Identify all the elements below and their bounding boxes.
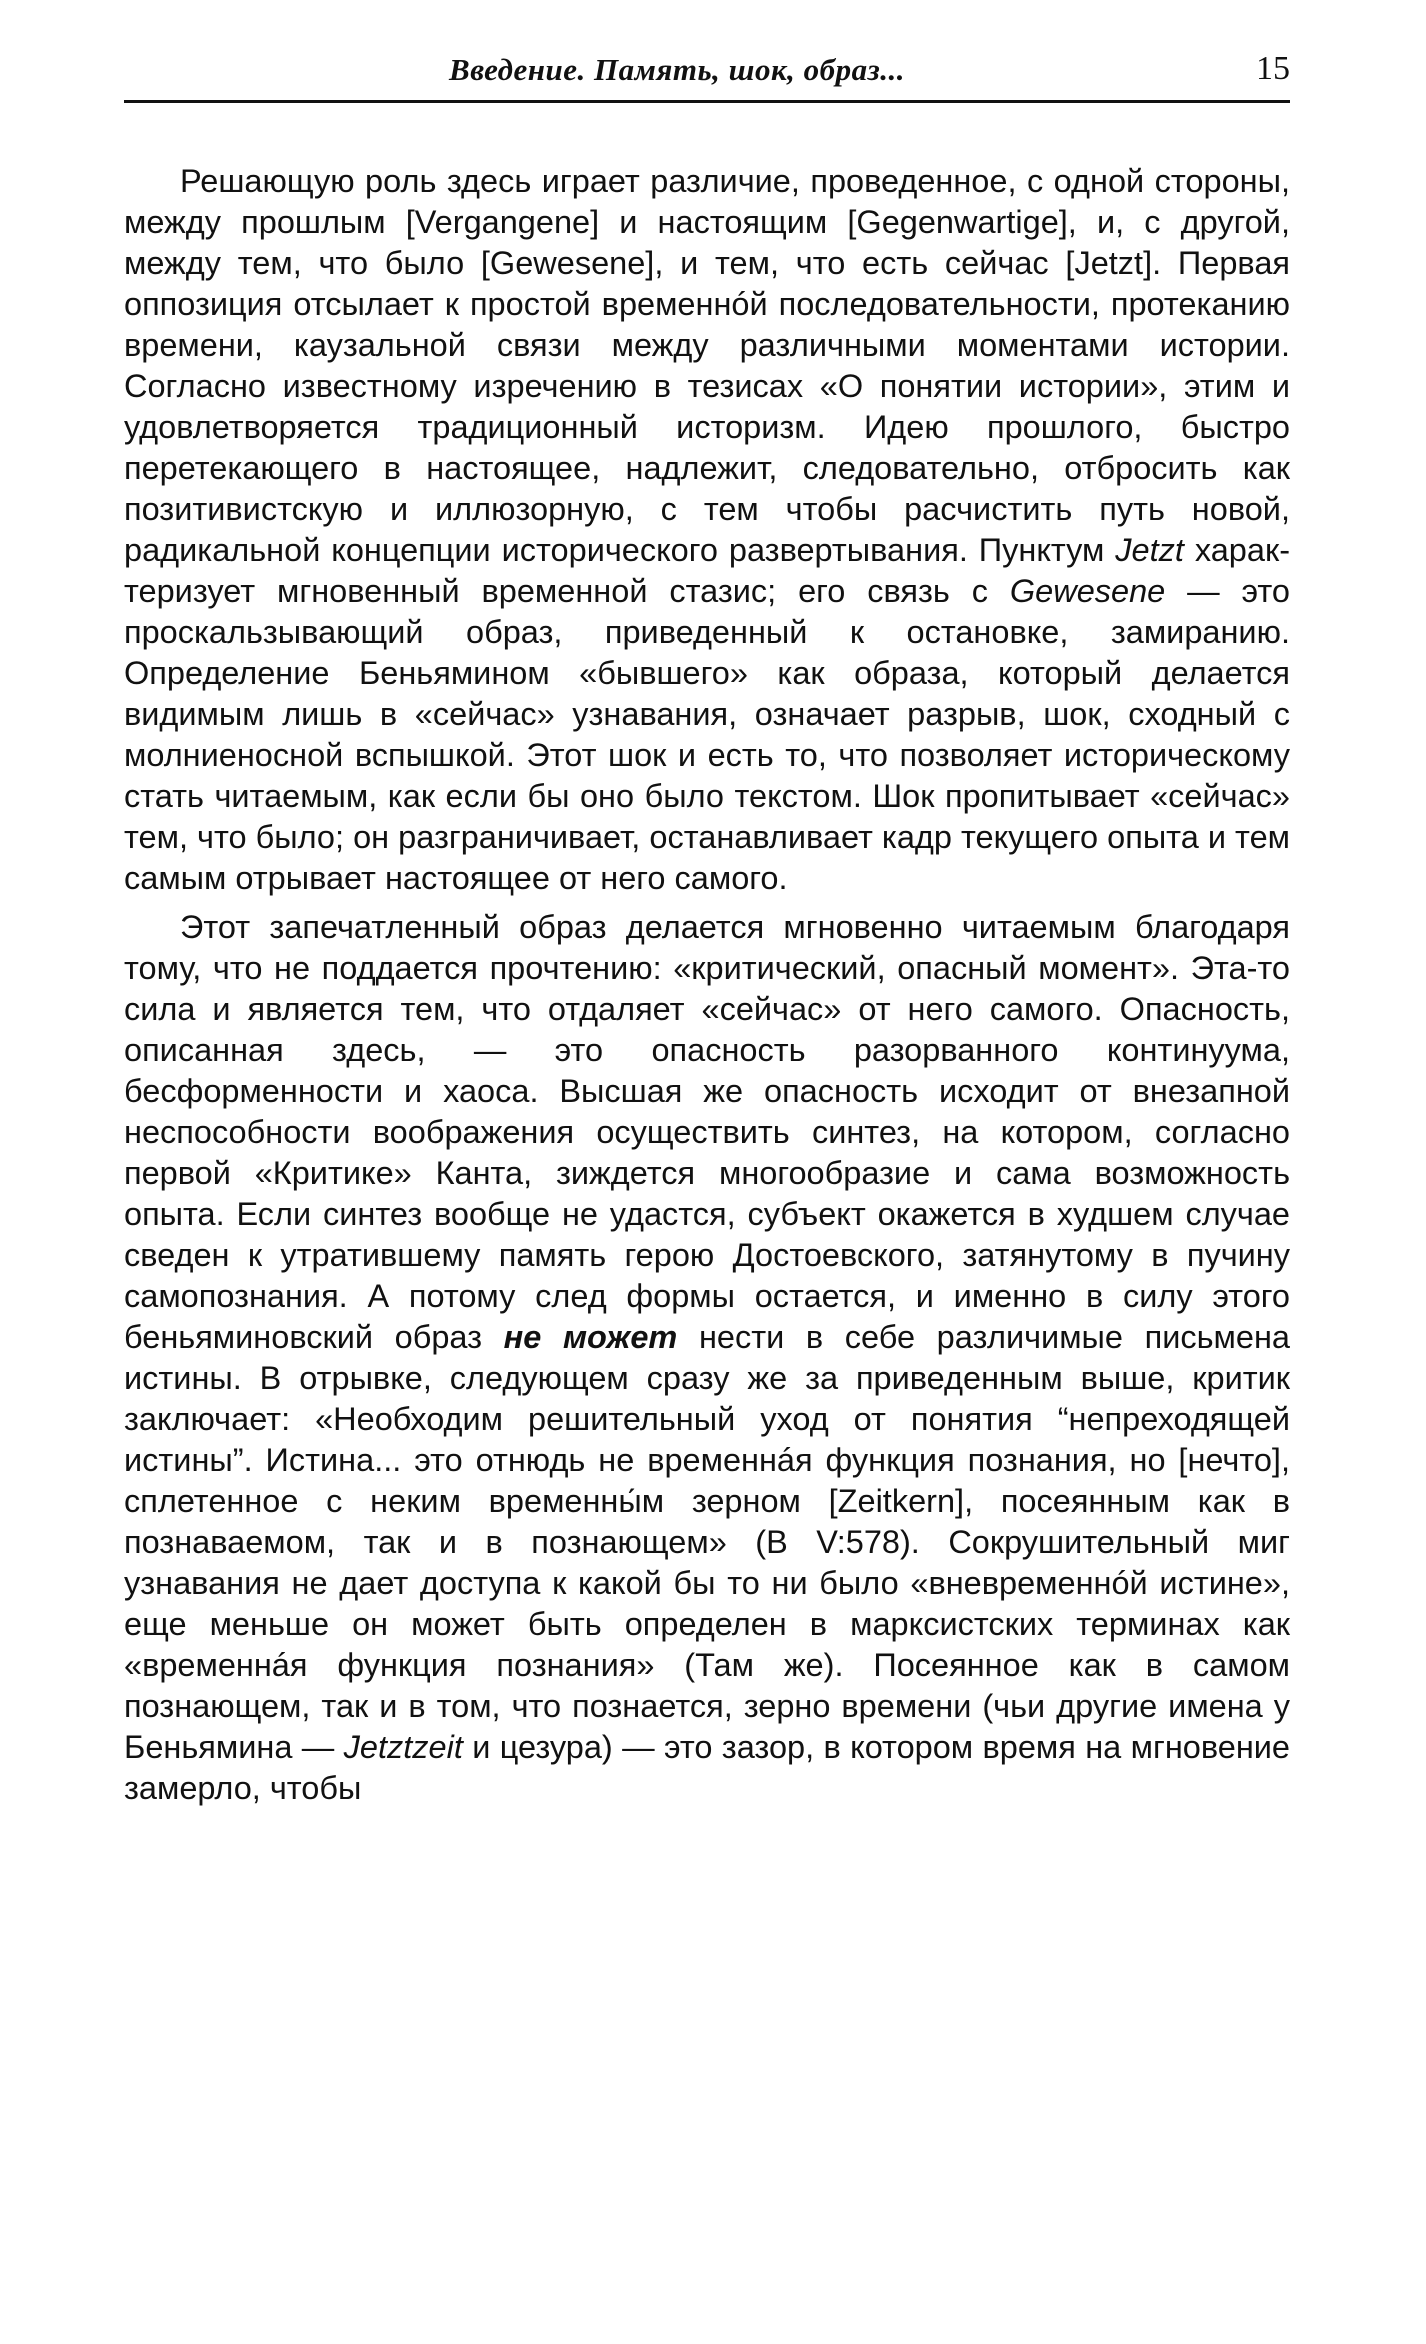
book-page <box>124 48 1290 1809</box>
text-run: нести в себе различимые письмена истины. В отрывке, следующем сразу же за приведенным выше, критик заключает: «Необходим решительный уход от понятия “непреходящей истины”. Истина... это отнюдь не временнáя функция познания, но [нечто], сплетенное с неким временны́м зерном [Zeitkern], посеянным как в познаваемом, так и в познающем» (В V:578). Сокрушительный миг узнавания не дает доступа к какой бы то ни было «вневременнóй истине», еще меньше он может быть определен в марксистских терминах как «временнáя функция познания» (Там же). Посеянное как в самом познающем, так и в том, что познается, зерно времени (чьи другие имена у Беньямина — <box>124 1319 1290 1765</box>
emphasis-run: не может <box>503 1319 678 1355</box>
body-text <box>124 161 1290 1809</box>
running-header <box>124 48 1290 103</box>
text-run: — это проскальзывающий образ, приведенный к остановке, замиранию. Определение Беньямином «бывшего» как образа, который делается видимым лишь в «сейчас» узнавания, означает разрыв, шок, сходный с молниеносной вспышкой. Этот шок и есть то, что позволяет историческому стать читаемым, как если бы оно было текстом. Шок пропитывает «сейчас» тем, что было; он разграничивает, останавливает кадр текущего опыта и тем самым отрывает настоящее от него самого. <box>124 573 1290 896</box>
emphasis-run: Jetztzeit <box>343 1729 463 1765</box>
text-run: Решающую роль здесь играет различие, проведенное, с одной стороны, между прошлым [Vergangene] и настоящим [Gegenwartige], и, с другой, между тем, что было [Gewesene], и тем, что есть сейчас [Jetzt]. Первая оппозиция отсылает к простой временнóй последовательности, протеканию времени, каузальной связи между различными моментами истории. Согласно известному изречению в тезисах «О понятии истории», этим и удовлетворяется традиционный историзм. Идею прошлого, быстро перетекающего в настоящее, надлежит, следовательно, отбросить как позитивистскую и иллюзорную, с тем чтобы расчистить путь новой, радикальной концепции исторического развертывания. Пунктум <box>124 163 1290 568</box>
text-run: характеризует мгновенный временной стазис; его связь с <box>124 532 1291 609</box>
running-title: Введение. Память, шок, образ... <box>449 52 905 87</box>
emphasis-run: Jetzt <box>1115 532 1184 568</box>
text-run: и цезура) — это зазор, в котором время на мгновение замерло, чтобы <box>124 1729 1290 1806</box>
emphasis-run: Gewesene <box>1009 573 1166 609</box>
paragraph <box>124 907 1290 1809</box>
page-number: 15 <box>1256 50 1290 87</box>
text-run: Этот запечатленный образ делается мгновенно читаемым благодаря тому, что не поддается прочтению: «критический, опасный момент». Эта-то сила и является тем, что отдаляет «сейчас» от него самого. Опасность, описанная здесь, — это опасность разорванного континуума, бесформенности и хаоса. Высшая же опасность исходит от внезапной неспособности воображения осуществить синтез, на котором, согласно первой «Критике» Канта, зиждется многообразие и сама возможность опыта. Если синтез вообще не удастся, субъект окажется в худшем случае сведен к утратившему память герою Достоевского, затянутому в пучину самопознания. А потому след формы остается, и именно в силу этого беньяминовский образ <box>124 909 1290 1355</box>
paragraph <box>124 161 1290 899</box>
